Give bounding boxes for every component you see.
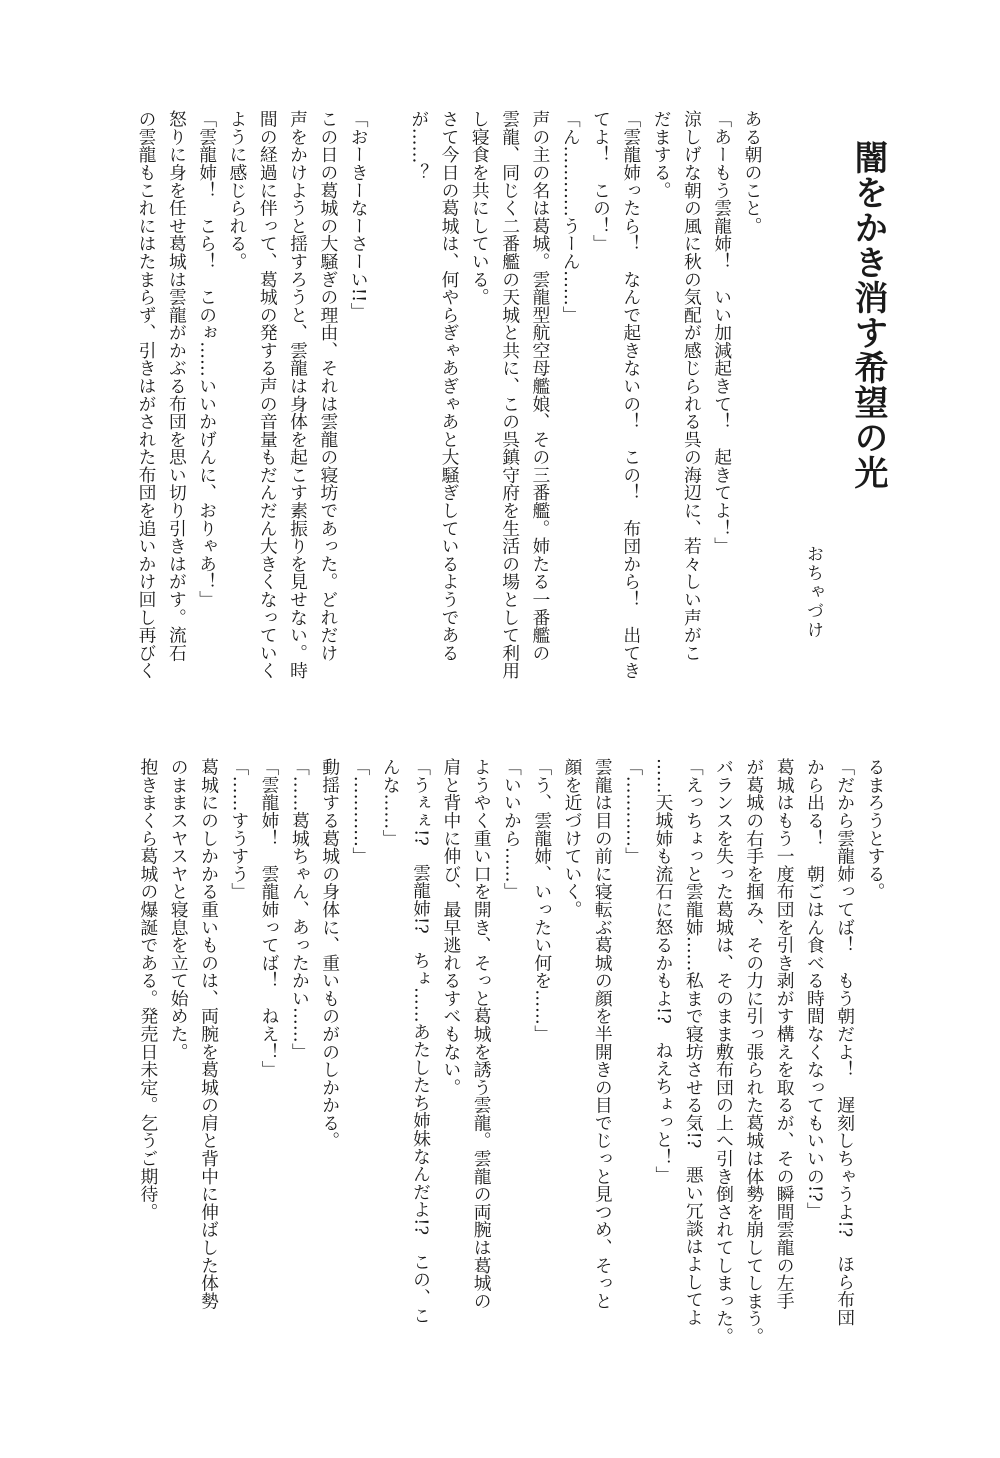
text-line: バランスを失った葛城は、そのまま敷布団の上へ引き倒されてしまった。 xyxy=(713,758,735,1346)
text-line: 動揺する葛城の身体に、重いものがのしかかる。 xyxy=(319,758,341,1150)
text-line: 葛城はもう一度布団を引き剥がす構えを取るが、その瞬間雲龍の左手 xyxy=(774,758,796,1310)
text-line: 「ん…………うーん……」 xyxy=(560,110,582,324)
text-block-upper xyxy=(107,110,767,700)
text-line: 顔を近づけていく。 xyxy=(562,758,584,919)
text-line: 「雲龍姉！ こら！ このぉ……いいかげんに、おりゃあ！」 xyxy=(196,110,218,609)
text-line: ある朝のこと。 xyxy=(742,110,763,235)
text-line: 「……葛城ちゃん、あったかい……」 xyxy=(289,758,311,1061)
text-line: 抱きまくら葛城の爆誕である。発売日未定。乞うご期待。 xyxy=(137,758,159,1221)
text-line: が葛城の右手を掴み、その力に引っ張られた葛城は体勢を崩してしまう。 xyxy=(743,758,765,1346)
text-line: 「だから雲龍姉ってば！ もう朝だよ！ 遅刻しちゃうよ!? ほら布団 xyxy=(834,758,856,1327)
text-line: 「雲龍姉ったら！ なんで起きないの！ この！ 布団から！ 出てき xyxy=(620,110,642,680)
text-line: 声をかけようと揺すろうと、雲龍は身体を起こす素振りを見せない。時 xyxy=(287,110,309,680)
text-line: 「あーもう雲龍姉！ いい加減起きて！ 起きてよ！」 xyxy=(711,110,733,555)
text-line: 怒りに身を任せ葛城は雲龍がかぶる布団を思い切り引きはがす。流石 xyxy=(166,110,188,662)
text-line: ようやく重い口を開き、そっと葛城を誘う雲龍。雲龍の両腕は葛城の xyxy=(471,758,493,1310)
text-line: 雲龍は目の前に寝転ぶ葛城の顔を半開きの目でじっと見つめ、そっと xyxy=(592,758,614,1310)
text-line: 葛城にのしかかる重いものは、両腕を葛城の肩と背中に伸ばした体勢 xyxy=(198,758,220,1310)
text-line: この日の葛城の大騒ぎの理由、それは雲龍の寝坊であった。どれだけ xyxy=(317,110,339,662)
text-line: のままスヤスヤと寝息を立て始めた。 xyxy=(168,758,190,1061)
text-line: 「雲龍姉！ 雲龍姉ってば！ ねえ！」 xyxy=(259,758,281,1079)
text-line: 「おーきーなーさーい!!」 xyxy=(348,110,370,320)
text-line: 間の経過に伴って、葛城の発する声の音量もだんだん大きくなっていく xyxy=(257,110,279,680)
story-title: 闇をかき消す希望の光 xyxy=(848,140,888,490)
text-line: るまろうとする。 xyxy=(865,758,886,901)
text-line: 「いいから……」 xyxy=(501,758,523,901)
text-line: 「う、雲龍姉、いったい何を……」 xyxy=(531,758,553,1043)
text-line: 涼しげな朝の風に秋の気配が感じられる呉の海辺に、若々しい声がこ xyxy=(681,110,703,662)
text-line: 「うぇぇ!? 雲龍姉!? ちょ……あたしたち姉妹なんだよ!? この、こ xyxy=(410,758,432,1324)
text-line: 雲龍、同じく二番艦の天城と共に、この呉鎮守府を生活の場として利用 xyxy=(499,110,521,680)
text-line: が……？ xyxy=(408,110,430,182)
text-line: だまする。 xyxy=(651,110,673,199)
blank-line xyxy=(373,110,403,700)
text-line: さて今日の葛城は、何やらぎゃあぎゃあと大騒ぎしているようである xyxy=(439,110,461,662)
text-line: 肩と背中に伸び、最早逃れるすべもない。 xyxy=(440,758,462,1097)
text-line: 「…………」 xyxy=(622,758,644,865)
author-name: おちゃづけ xyxy=(803,545,823,640)
text-line: の雲龍もこれにはたまらず、引きはがされた布団を追いかけ回し再びく xyxy=(136,110,158,680)
text-line: ……天城姉も流石に怒るかもよ!? ねえちょっと！」 xyxy=(652,758,674,1184)
text-line: から出る！ 朝ごはん食べる時間なくなってもいいの!?」 xyxy=(804,758,826,1220)
text-line: ように感じられる。 xyxy=(226,110,248,271)
text-line: 「…………」 xyxy=(349,758,371,865)
text-line: し寝食を共にしている。 xyxy=(469,110,491,306)
text-line: 声の主の名は葛城。雲龍型航空母艦娘、その三番艦。姉たる一番艦の xyxy=(529,110,551,662)
text-line: 「……すうすう」 xyxy=(228,758,250,901)
text-line: てよ！ この！」 xyxy=(590,110,612,253)
text-line: 「えっちょっと雲龍姉……私まで寝坊させる気!? 悪い冗談はよしてよ xyxy=(683,758,705,1327)
text-line: んな……」 xyxy=(380,758,402,847)
text-block-lower xyxy=(100,758,890,1348)
